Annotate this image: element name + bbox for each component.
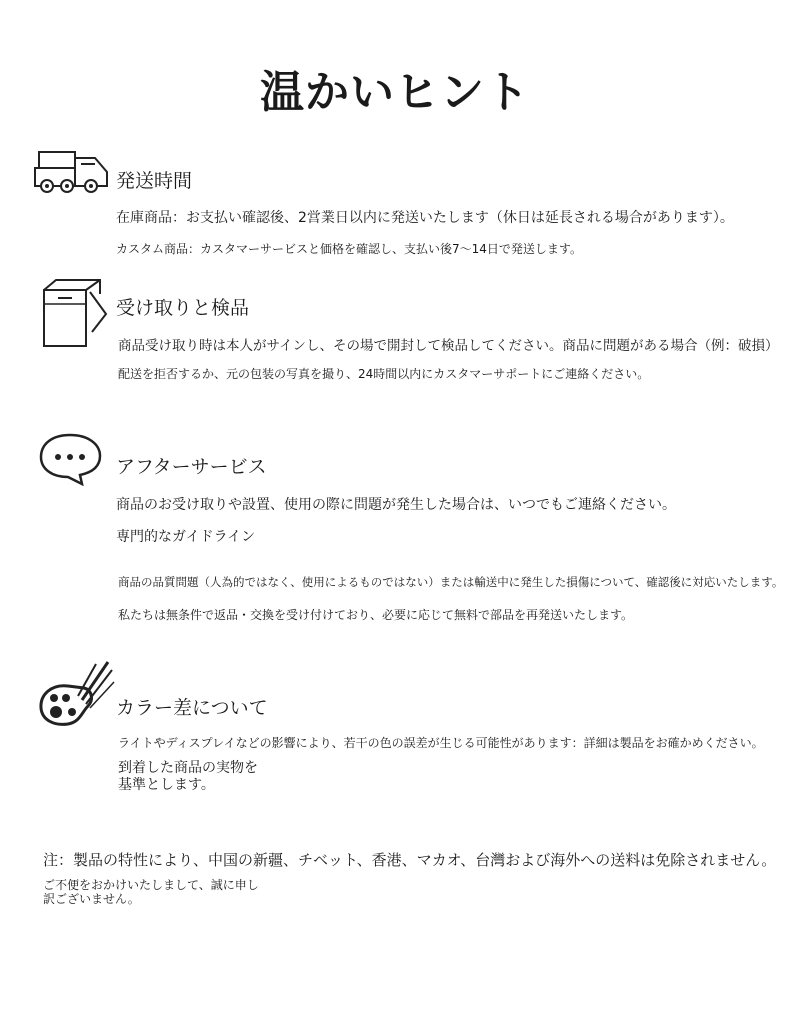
shipping-fee-note: 注：製品の特性により、中国の新疆、チベット、香港、マカオ、台灣および海外への送料は免除されません。	[43, 851, 777, 869]
after-service-heading: アフターサービス	[116, 456, 267, 478]
chat-bubble-icon	[38, 432, 104, 486]
color-heading: カラー差について	[116, 697, 268, 719]
apology-text: ご不便をおかけいたしまして、誠に申し	[43, 878, 259, 892]
shipping-heading: 発送時間	[116, 170, 193, 192]
receipt-line: 商品受け取り時は本人がサインし、その場で開封して検品してください。商品に問題がある場合（例：破損）	[118, 338, 779, 354]
color-line: ライトやディスプレイなどの影響により、若干の色の誤差が生じる可能性があります：詳細は製品をお確かめください。	[118, 736, 764, 750]
after-service-line: 専門的なガイドライン	[116, 529, 256, 545]
color-line: 到着した商品の実物を	[118, 760, 258, 776]
shipping-line: カスタム商品：カスタマーサービスと価格を確認し、支払い後7〜14日で発送します。	[116, 242, 582, 256]
after-service-line: 商品のお受け取りや設置、使用の際に問題が発生した場合は、いつでもご連絡ください。	[116, 497, 676, 513]
after-service-line: 私たちは無条件で返品・交換を受け付けており、必要に応じて無料で部品を再発送いたします。	[118, 608, 634, 622]
receipt-line: 配送を拒否するか、元の包装の写真を撮り、24時間以内にカスタマーサポートにご連絡ください。	[118, 367, 650, 381]
color-line: 基準とします。	[118, 777, 215, 793]
box-icon	[40, 278, 110, 350]
page-title: 温かいヒント	[260, 67, 530, 118]
receipt-heading: 受け取りと検品	[116, 297, 250, 319]
truck-icon	[33, 150, 113, 194]
palette-icon	[38, 660, 116, 728]
shipping-line: 在庫商品：お支払い確認後、2営業日以内に発送いたします（休日は延長される場合があります）。	[116, 210, 734, 226]
after-service-line: 商品の品質問題（人為的ではなく、使用によるものではない）または輸送中に発生した損傷について、確認後に対応いたします。	[118, 575, 784, 589]
apology-text: 訳ございません。	[43, 892, 140, 906]
